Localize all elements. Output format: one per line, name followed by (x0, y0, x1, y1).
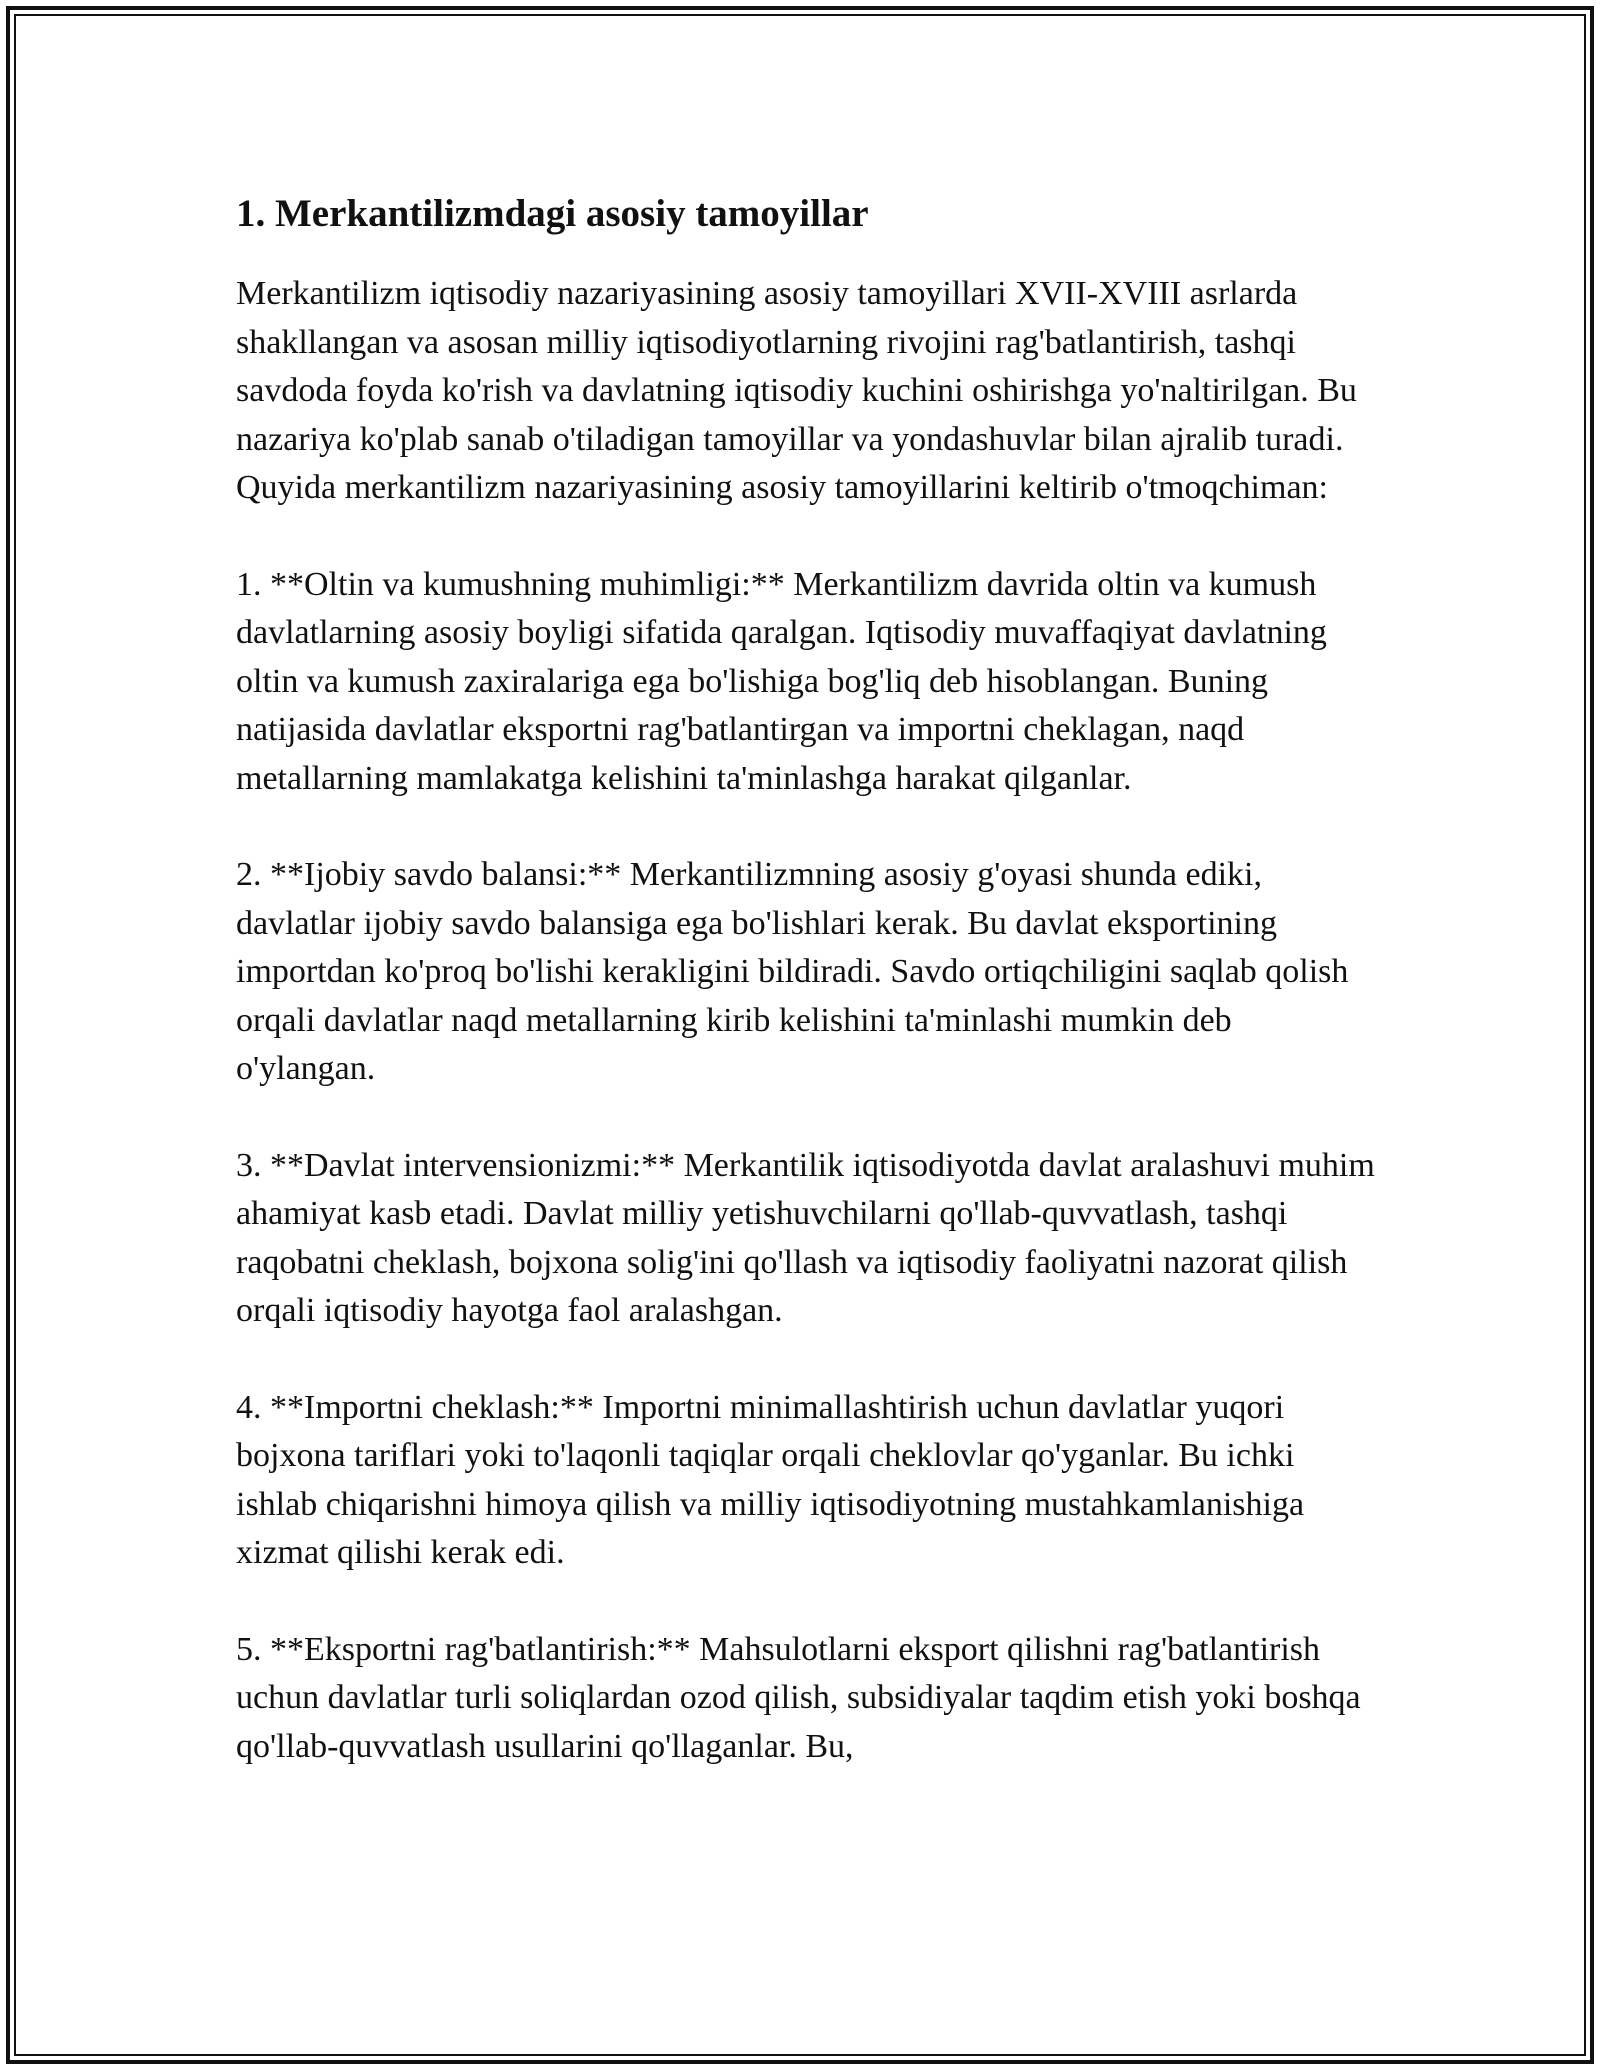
document-body (236, 186, 1376, 1819)
principle-gold-silver: 1. **Oltin va kumushning muhimligi:** Merkantilizm davrida oltin va kumush davlatlarning asosiy boyligi sifatida qaralgan. Iqtisodiy muvaffaqiyat davlatning oltin va kumush zaxiralariga ega bo'lishiga bog'liq deb hisoblangan. Buning natijasida davlatlar eksportni rag'batlantirgan va importni cheklagan, naqd metallarning mamlakatga kelishini ta'minlashga harakat qilganlar. (236, 565, 1327, 797)
principle-import-restriction: 4. **Importni cheklash:** Importni minimallashtirish uchun davlatlar yuqori bojxona tariflari yoki to'laqonli taqiqlar orqali cheklovlar qo'yganlar. Bu ichki ishlab chiqarishni himoya qilish va milliy iqtisodiyotning mustahkamlanishiga xizmat qilishi kerak edi. (236, 1388, 1305, 1571)
principle-export-promotion: 5. **Eksportni rag'batlantirish:** Mahsulotlarni eksport qilishni rag'batlantirish uchun davlatlar turli soliqlardan ozod qilish, subsidiyalar taqdim etish yoki boshqa qo'llab-quvvatlash usullarini qo'llaganlar. Bu, (236, 1630, 1361, 1765)
intro-paragraph: Merkantilizm iqtisodiy nazariyasining asosiy tamoyillari XVII-XVIII asrlarda shakllangan va asosan milliy iqtisodiyotlarning rivojini rag'batlantirish, tashqi savdoda foyda ko'rish va davlatning iqtisodiy kuchini oshirishga yo'naltirilgan. Bu nazariya ko'plab sanab o'tiladigan tamoyillar va yondashuvlar bilan ajralib turadi. Quyida merkantilizm nazariyasining asosiy tamoyillarini keltirib o'tmoqchiman: (236, 275, 1357, 506)
principle-state-intervention: 3. **Davlat intervensionizmi:** Merkantilik iqtisodiyotda davlat aralashuvi muhim ahamiyat kasb etadi. Davlat milliy yetishuvchilarni qo'llab-quvvatlash, tashqi raqobatni cheklash, bojxona solig'ini qo'llash va iqtisodiy faoliyatni nazorat qilish orqali iqtisodiy hayotga faol aralashgan. (236, 1146, 1375, 1329)
section-heading: 1. Merkantilizmdagi asosiy tamoyillar (236, 192, 869, 235)
principle-trade-balance: 2. **Ijobiy savdo balansi:** Merkantilizmning asosiy g'oyasi shunda ediki, davlatlar ijobiy savdo balansiga ega bo'lishlari kerak. Bu davlat eksportining importdan ko'proq bo'lishi kerakligini bildiradi. Savdo ortiqchiligini saqlab qolish orqali davlatlar naqd metallarning kirib kelishini ta'minlashi mumkin deb o'ylangan. (236, 856, 1349, 1087)
